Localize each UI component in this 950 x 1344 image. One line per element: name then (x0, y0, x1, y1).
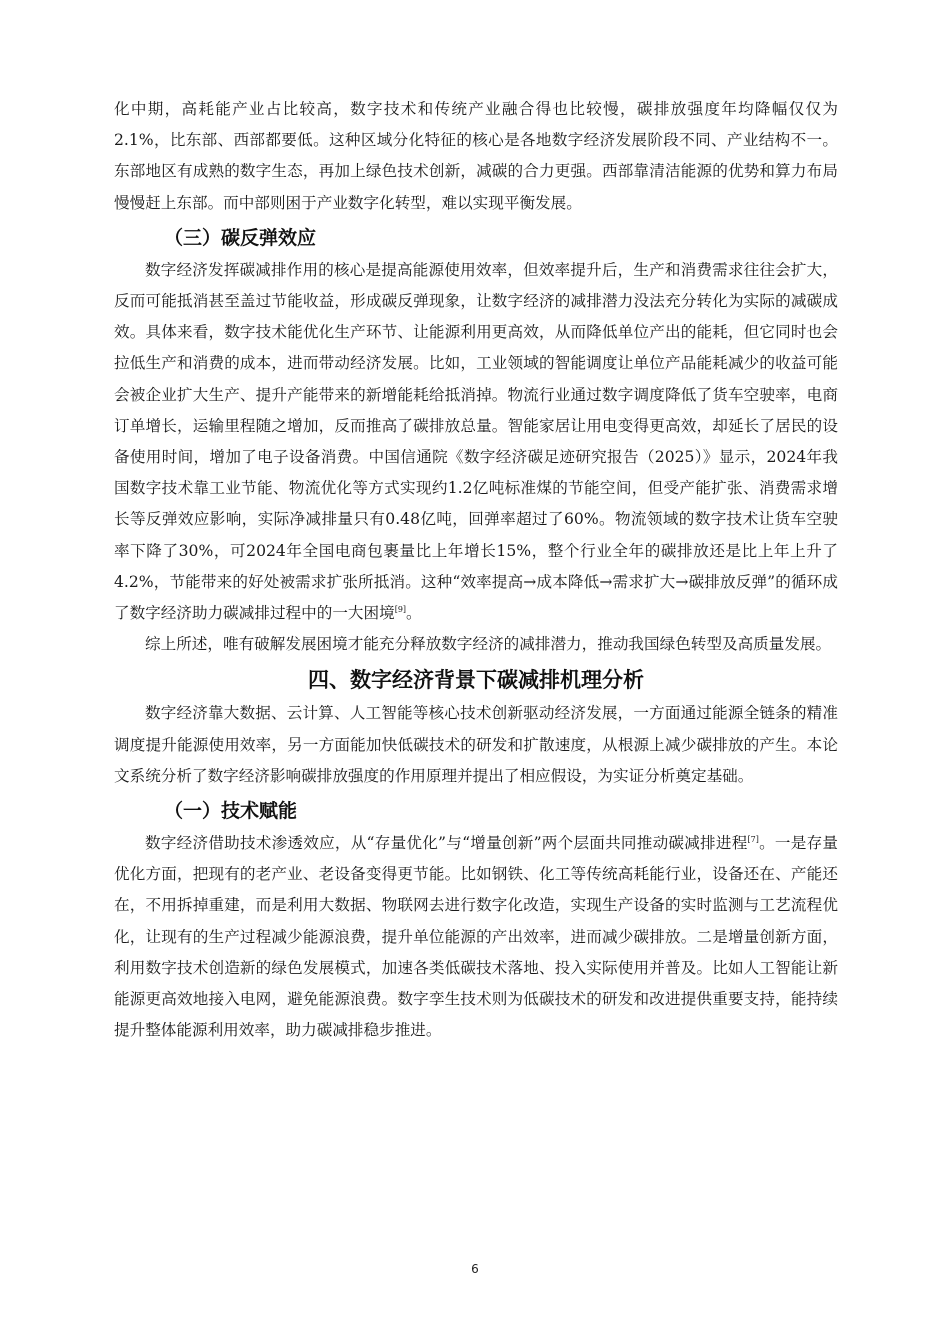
paragraph-carbon-rebound-text: 数字经济发挥碳减排作用的核心是提高能源使用效率，但效率提升后，生产和消费需求往往会扩大，反而可能抵消甚至盖过节能收益，形成碳反弹现象，让数字经济的减排潜力没法充分转化为实际的减碳成效。具体来看，数字技术能优化生产环节、让能源利用更高效，从而降低单位产出的能耗，但它同时也会拉低生产和消费的成本，进而带动经济发展。比如，工业领域的智能调度让单位产品能耗减少的收益可能会被企业扩大生产、提升产能带来的新增能耗给抵消掉。物流行业通过数字调度降低了货车空驶率，电商订单增长，运输里程随之增加，反而推高了碳排放总量。智能家居让用电变得更高效，却延长了居民的设备使用时间，增加了电子设备消费。中国信通院《数字经济碳足迹研究报告（2025）》显示，2024年我国数字技术靠工业节能、物流优化等方式实现约1.2亿吨标准煤的节能空间，但受产能扩张、消费需求增长等反弹效应影响，实际净减排量只有0.48亿吨，回弹率超过了60%。物流领域的数字技术让货车空驶率下降了30%，可2024年全国电商包裹量比上年增长15%，整个行业全年的碳排放还是比上年上升了 4.2%，节能带来的好处被需求扩张所抵消。这种“效率提高→成本降低→需求扩大→碳排放反弹”的循环成了数字经济助力碳减排过程中的一大困境 (114, 260, 838, 623)
citation-ref-9[interactable]: [9] (394, 605, 407, 615)
paragraph-tech-empowerment (114, 828, 838, 1046)
paragraph-tech-empowerment-text: 数字经济借助技术渗透效应，从“存量优化”与“增量创新”两个层面共同推动碳减排进程 (145, 834, 748, 853)
subheading-carbon-rebound: （三）碳反弹效应 (164, 226, 317, 249)
paragraph-mechanism-intro: 数字经济靠大数据、云计算、人工智能等核心技术创新驱动经济发展，一方面通过能源全链条的精准调度提升能源使用效率，另一方面能加快低碳技术的研发和扩散速度，从根源上减少碳排放的产生。本论文系统分析了数字经济影响碳排放强度的作用原理并提出了相应假设，为实证分析奠定基础。 (114, 704, 838, 785)
page-body (114, 94, 838, 1046)
paragraph-regional-differentiation: 化中期，高耗能产业占比较高，数字技术和传统产业融合得也比较慢，碳排放强度年均降幅仅仅为2.1%，比东部、西部都要低。这种区域分化特征的核心是各地数字经济发展阶段不同、产业结构不一。东部地区有成熟的数字生态，再加上绿色技术创新，减碳的合力更强。西部靠清洁能源的优势和算力布局慢慢赶上东部。而中部则困于产业数字化转型，难以实现平衡发展。 (114, 100, 838, 212)
paragraph-tech-empowerment-rest: 。一是存量优化方面，把现有的老产业、老设备变得更节能。比如钢铁、化工等传统高耗能行业，设备还在、产能还在，不用拆掉重建，而是利用大数据、物联网去进行数字化改造，实现生产设备的实时监测与工艺流程优化，让现有的生产过程减少能源浪费，提升单位能源的产出效率，进而减少碳排放。二是增量创新方面，利用数字技术创造新的绿色发展模式，加速各类低碳技术落地、投入实际使用并普及。比如人工智能让新能源更高效地接入电网，避免能源浪费。数字孪生技术则为低碳技术的研发和改进提供重要支持，能持续提升整体能源利用效率，助力碳减排稳步推进。 (114, 834, 838, 1040)
paragraph-carbon-rebound (114, 255, 838, 629)
citation-ref-7[interactable]: [7] (747, 835, 759, 845)
subheading-tech-empowerment: （一）技术赋能 (164, 800, 298, 823)
paragraph-carbon-rebound-end: 。 (406, 604, 422, 623)
section-heading-mechanism: 四、数字经济背景下碳减排机理分析 (308, 668, 644, 693)
page-number: 6 (471, 1262, 479, 1276)
paragraph-summary: 综上所述，唯有破解发展困境才能充分释放数字经济的减排潜力，推动我国绿色转型及高质量发展。 (145, 635, 832, 654)
